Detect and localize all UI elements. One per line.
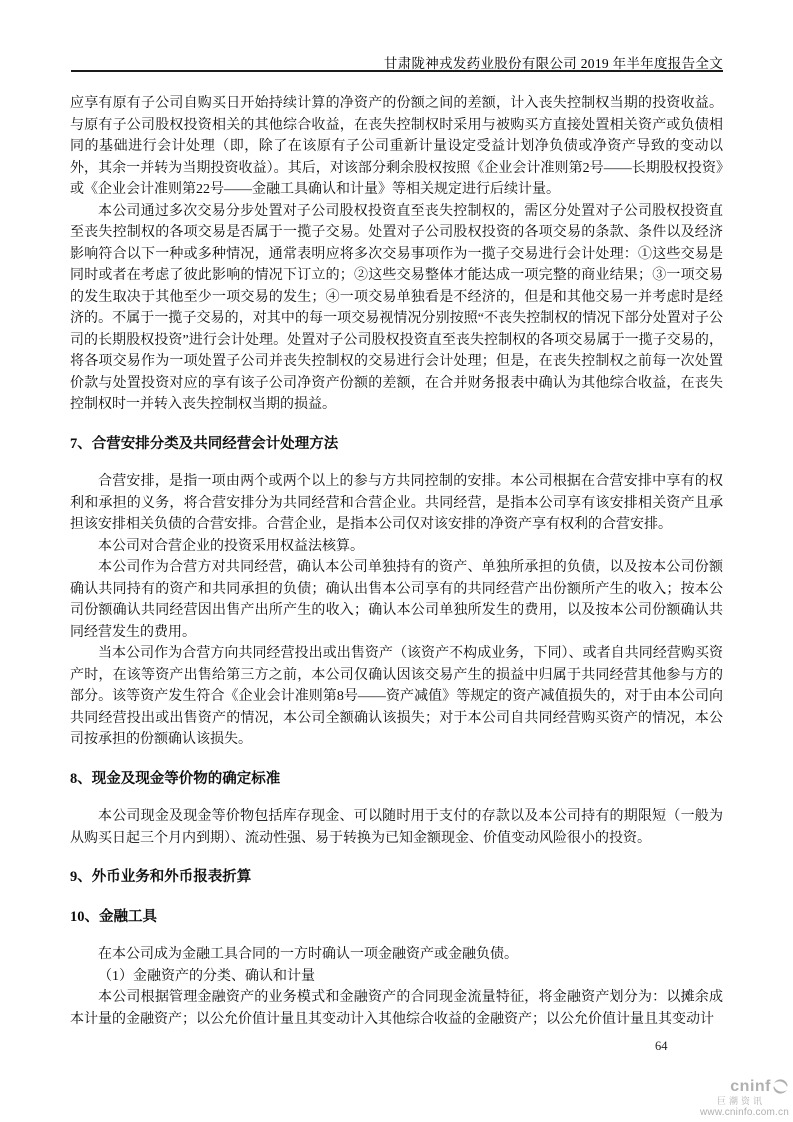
section-heading-9-foreign-currency: 9、外币业务和外币报表折算 [70,869,252,885]
paragraph-financial-asset-classification-title: （1）金融资产的分类、确认和计量 [98,968,315,984]
page-header-title: 甘肃陇神戎发药业股份有限公司 2019 年半年度报告全文 [383,56,723,71]
paragraph-joint-operation-asset-transfer: 当本公司作为合营方向共同经营投出或出售资产（该资产不构成业务，下同）、或者自共同经营购买资产时，在该等资产出售给第三方之前，本公司仅确认因该交易产生的损益中归属于共同经营其他参与方的部分。该等资产发生符合《企业会计准则第8号——资产减值》等规定的资产减值损失的，对于由本公司向共同经营投出或出售资产的情况，本公司全额确认该损失；对于本公司自共同经营购买资产的情况，本公司按承担的份额确认该损失。 [70,646,723,747]
page-number: 64 [655,1039,668,1053]
section-heading-8-cash-equivalents: 8、现金及现金等价物的确定标准 [70,770,281,787]
cninfo-brand-text: cninf [730,1078,771,1095]
paragraph-joint-operation-recognition: 本公司作为合营方对共同经营，确认本公司单独持有的资产、单独所承担的负债，以及按本公司份额确认共同持有的资产和共同承担的负债；确认出售本公司享有的共同经营产出份额所产生的收入；按本公司份额确认共同经营因出售产出所产生的收入；确认本公司单独所发生的费用，以及按本公司份额确认共同经营发生的费用。 [70,560,723,640]
section-heading-10-financial-instruments: 10、金融工具 [70,908,157,925]
paragraph-equity-method: 本公司对合营企业的投资采用权益法核算。 [98,538,364,554]
cninfo-logo [669,1078,789,1118]
paragraph-financial-asset-classification: 本公司根据管理金融资产的业务模式和金融资产的合同现金流量特征，将金融资产划分为：以摊余成本计量的金融资产；以公允价值计量且其变动计入其他综合收益的金融资产；以公允价值计量且其变动计 [70,990,723,1027]
paragraph-step-disposal: 本公司通过多次交易分步处置对子公司股权投资直至丧失控制权的，需区分处置对子公司股权投资直至丧失控制权的各项交易是否属于一揽子交易。处置对子公司股权投资的各项交易的条款、条件以及经济影响符合以下一种或多种情况，通常表明应将多次交易事项作为一揽子交易进行会计处理：①这些交易是同时或者在考虑了彼此影响的情况下订立的；②这些交易整体才能达成一项完整的商业结果；③一项交易的发生取决于其他至少一项交易的发生；④一项交易单独看是不经济的，但是和其他交易一并考虑时是经济的。不属于一揽子交易的，对其中的每一项交易视情况分别按照“不丧失控制权的情况下部分处置对子公司的长期股权投资”进行会计处理。处置对子公司股权投资直至丧失控制权的各项交易属于一揽子交易的，将各项交易作为一项处置子公司并丧失控制权的交易进行会计处理；但是，在丧失控制权之前每一次处置价款与处置投资对应的享有该子公司净资产份额的差额，在合并财务报表中确认为其他综合收益，在丧失控制权时一并转入丧失控制权当期的损益。 [70,203,723,412]
cninfo-chinese-name: 巨潮资讯 [716,1095,765,1106]
paragraph-joint-arrangement-definition: 合营安排，是指一项由两个或两个以上的参与方共同控制的安排。本公司根据在合营安排中享有的权利和承担的义务，将合营安排分为共同经营和合营企业。共同经营，是指本公司享有该安排相关资产且承担该安排相关负债的合营安排。合营企业，是指本公司仅对该安排的净资产享有权利的合营安排。 [70,474,723,532]
cninfo-swirl-icon [772,1078,789,1095]
paragraph-disposal-continuation: 应享有原有子公司自购买日开始持续计算的净资产的份额之间的差额，计入丧失控制权当期的投资收益。与原有子公司股权投资相关的其他综合收益，在丧失控制权时采用与被购买方直接处置相关资产或负债相同的基础进行会计处理（即，除了在该原有子公司重新计量设定受益计划净负债或净资产导致的变动以外，其余一并转为当期投资收益）。其后，对该部分剩余股权按照《企业会计准则第2号——长期股权投资》或《企业会计准则第22号——金融工具确认和计量》等相关规定进行后续计量。 [70,96,723,197]
paragraph-cash-equivalents-definition: 本公司现金及现金等价物包括库存现金、可以随时用于支付的存款以及本公司持有的期限短（一般为从购买日起三个月内到期）、流动性强、易于转换为已知金额现金、价值变动风险很小的投资。 [70,809,723,846]
cninfo-url: www.cninfo.com.cn [700,1107,789,1119]
cninfo-brand-row [669,1078,789,1096]
header-rule [71,70,723,72]
section-heading-7-joint-arrangements: 7、合营安排分类及共同经营会计处理方法 [70,435,339,452]
paragraph-financial-instrument-recognition: 在本公司成为金融工具合同的一方时确认一项金融资产或金融负债。 [98,947,518,962]
document-body [70,93,723,1030]
